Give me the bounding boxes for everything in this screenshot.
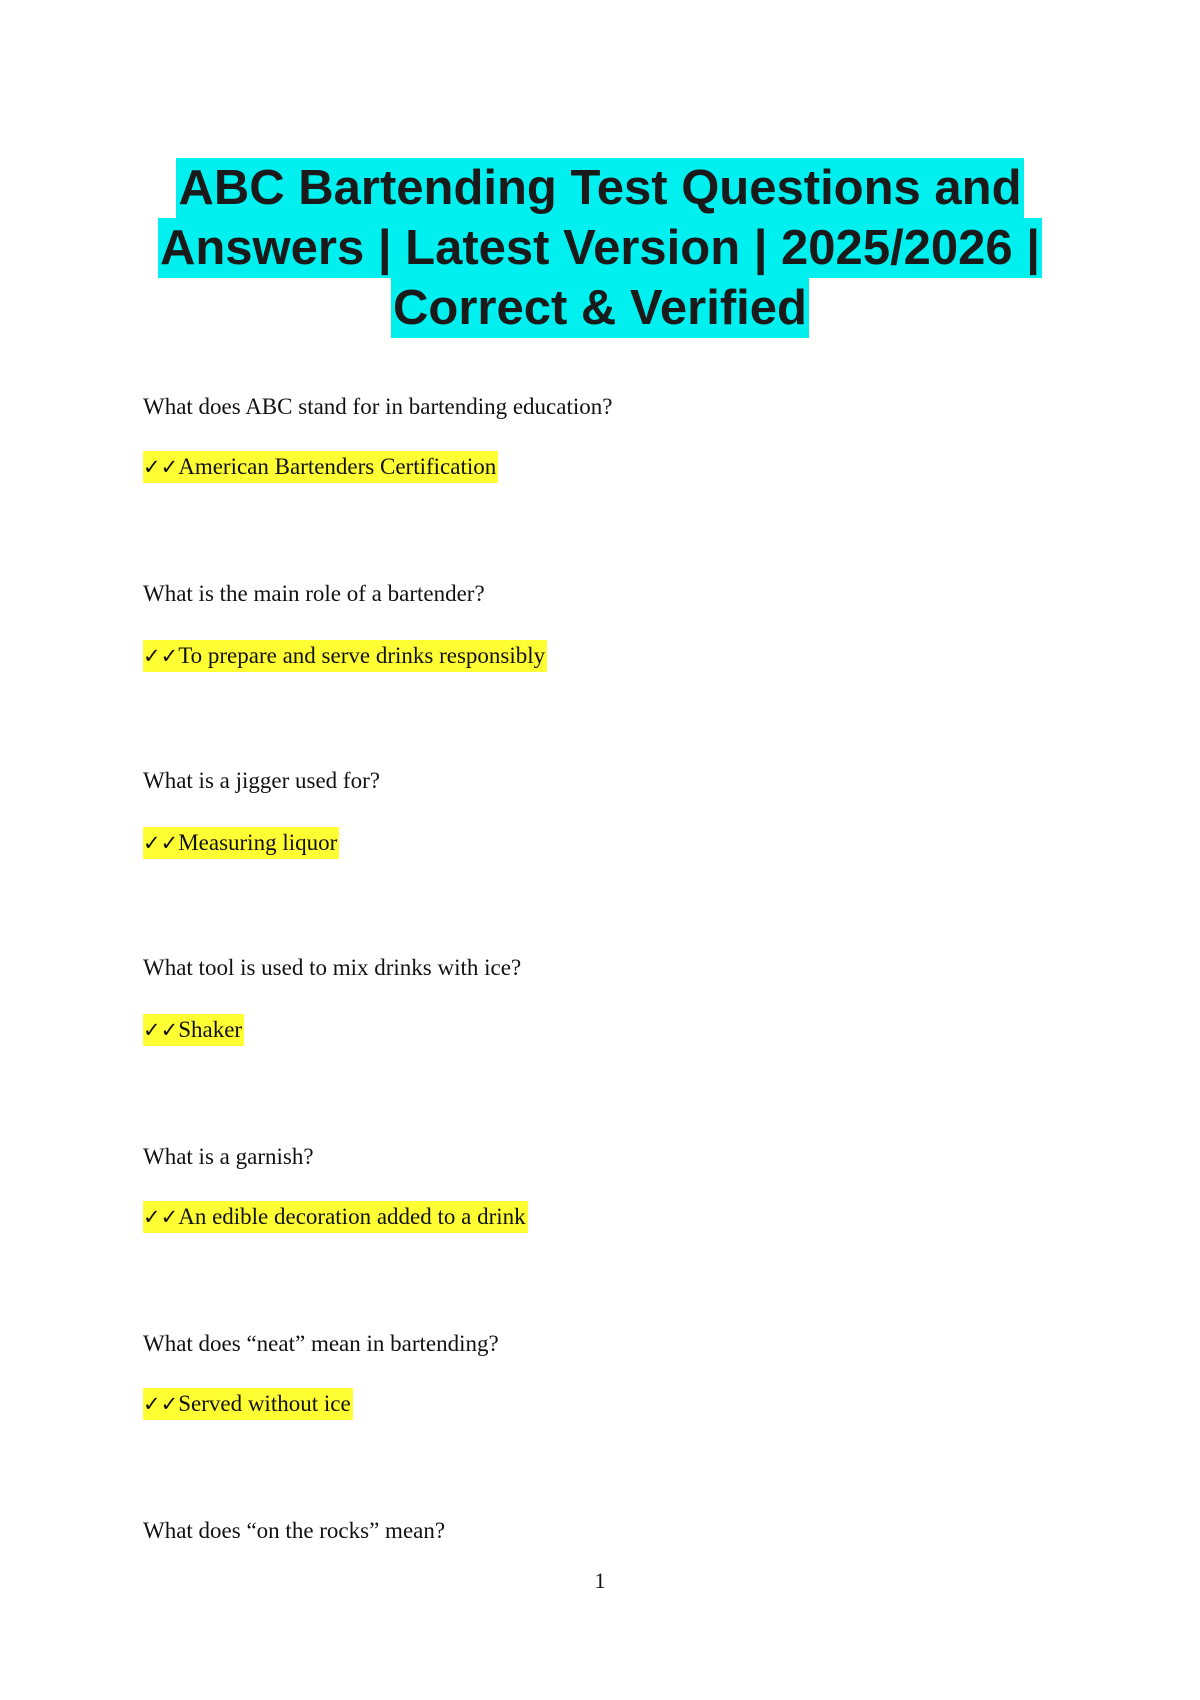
question-7: What does “on the rocks” mean? — [143, 1518, 446, 1543]
double-check-icon: ✓✓ — [143, 1205, 179, 1229]
title-line-2: Answers | Latest Version | 2025/2026 | — [158, 218, 1042, 278]
answer-1-text: American Bartenders Certification — [178, 454, 497, 479]
answer-5-text: An edible decoration added to a drink — [178, 1204, 526, 1229]
answer-1 — [143, 451, 498, 483]
answer-3 — [143, 827, 339, 859]
answer-5 — [143, 1201, 528, 1233]
answer-3-text: Measuring liquor — [178, 830, 338, 855]
page-number: 1 — [594, 1568, 606, 1593]
title-line-1: ABC Bartending Test Questions and — [176, 158, 1023, 218]
double-check-icon: ✓✓ — [143, 831, 179, 855]
answer-4 — [143, 1014, 244, 1046]
question-3: What is a jigger used for? — [143, 768, 380, 793]
question-1: What does ABC stand for in bartending education? — [143, 394, 613, 419]
double-check-icon: ✓✓ — [143, 1392, 179, 1416]
document-title — [100, 158, 1100, 338]
title-line-3: Correct & Verified — [391, 278, 809, 338]
double-check-icon: ✓✓ — [143, 1018, 179, 1042]
answer-2-text: To prepare and serve drinks responsibly — [178, 643, 546, 668]
question-2: What is the main role of a bartender? — [143, 581, 485, 606]
double-check-icon: ✓✓ — [143, 455, 179, 479]
question-4: What tool is used to mix drinks with ice? — [143, 955, 522, 980]
answer-2 — [143, 640, 547, 672]
question-5: What is a garnish? — [143, 1144, 314, 1169]
question-6: What does “neat” mean in bartending? — [143, 1331, 499, 1356]
answer-6 — [143, 1388, 353, 1420]
answer-6-text: Served without ice — [178, 1391, 351, 1416]
double-check-icon: ✓✓ — [143, 644, 179, 668]
answer-4-text: Shaker — [178, 1017, 243, 1042]
